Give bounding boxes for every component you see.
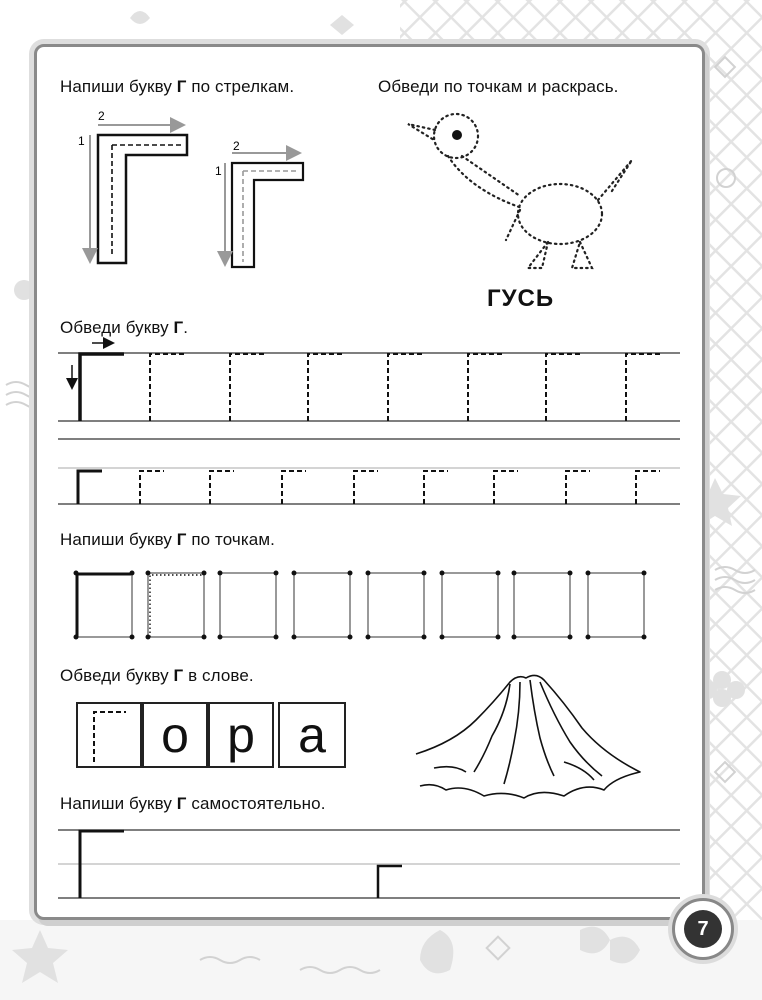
word-cell-letter: о [142, 702, 208, 768]
task-dots-label: Напиши букву Г по точкам. [60, 530, 275, 549]
task-word-trace-label: Обведи букву Г в слове. [60, 666, 254, 685]
step-2-label-small: 2 [233, 139, 240, 153]
task-trace-color-label: Обведи по точкам и раскрась. [378, 77, 619, 96]
word-cell-letter: р [208, 702, 274, 768]
word-cell-letter: а [278, 702, 346, 768]
page-number: 7 [684, 910, 722, 948]
dashed-letter [78, 704, 140, 766]
page-number-badge [672, 898, 734, 960]
task-self-label: Напиши букву Г самостоятельно. [60, 794, 326, 813]
word-cell-trace-letter [76, 702, 142, 768]
step-1-label-small: 1 [215, 164, 222, 178]
task-trace-letter-label: Обведи букву Г. [60, 318, 189, 337]
step-2-label: 2 [98, 109, 105, 123]
dots-letter-boxes [70, 566, 660, 646]
goose-dotted-drawing [400, 110, 660, 280]
step-1-label: 1 [78, 134, 85, 148]
task-arrows-label: Напиши букву Г по стрелкам. [60, 77, 295, 96]
goose-word: ГУСЬ [487, 285, 555, 312]
self-write-lines [58, 822, 683, 904]
trace-letter-lines [58, 335, 683, 515]
mountain-drawing [414, 672, 650, 804]
letter-arrows-diagram [70, 105, 330, 275]
